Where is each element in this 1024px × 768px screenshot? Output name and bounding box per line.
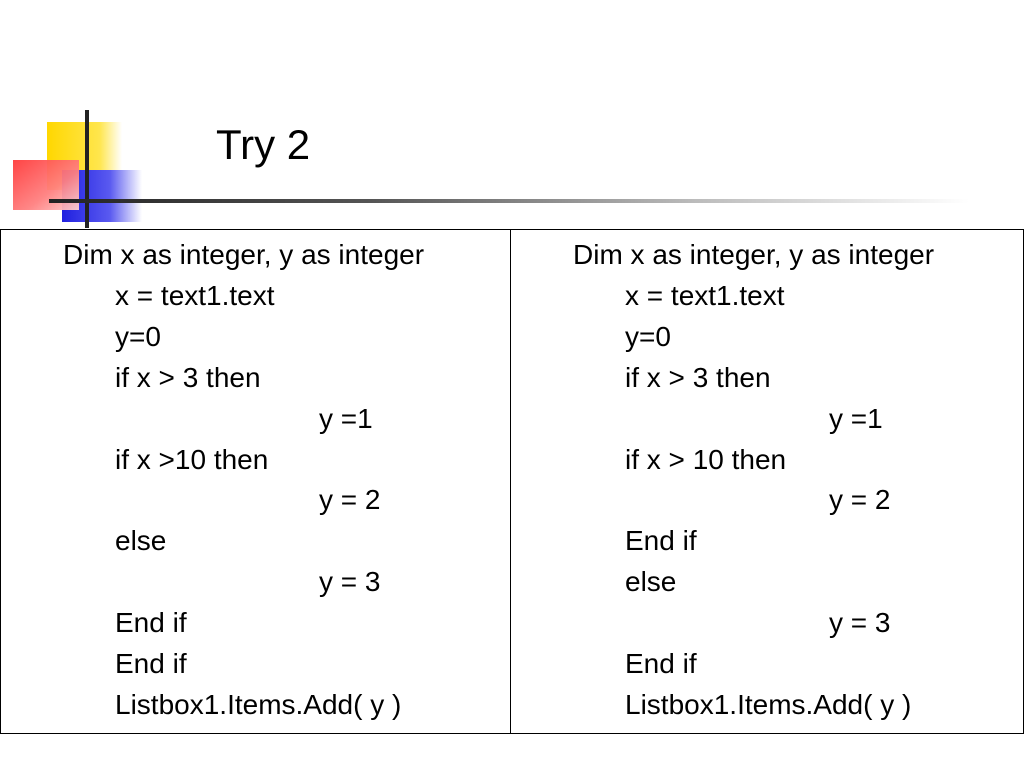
code-line: if x > 10 then — [625, 443, 787, 475]
code-line: x = text1.text — [625, 279, 785, 311]
code-line: y =1 — [829, 402, 883, 434]
code-line: Dim x as integer, y as integer — [63, 239, 425, 270]
code-line: Listbox1.Items.Add( y ) — [625, 688, 912, 720]
code-line: y = 2 — [319, 484, 381, 516]
code-line: End if — [115, 648, 187, 679]
code-line: y=0 — [625, 320, 671, 352]
vertical-rule — [85, 110, 89, 228]
code-line: y=0 — [115, 320, 161, 352]
code-comparison-table — [0, 229, 1024, 734]
left-code-cell — [1, 230, 511, 734]
slide-title: Try 2 — [216, 121, 311, 168]
right-code-block — [511, 230, 1023, 733]
code-line: Dim x as integer, y as integer — [573, 239, 935, 270]
slide-decoration-logo — [0, 0, 1024, 240]
code-line: y =1 — [319, 402, 373, 434]
code-line: End if — [625, 525, 697, 557]
code-line: y = 2 — [829, 484, 891, 516]
code-line: y = 3 — [829, 607, 891, 639]
horizontal-rule — [49, 199, 969, 203]
code-line: if x > 3 then — [625, 361, 771, 393]
code-line: End if — [115, 607, 187, 639]
left-code-block — [1, 230, 510, 733]
code-line: Listbox1.Items.Add( y ) — [115, 688, 402, 720]
code-line: if x >10 then — [115, 443, 269, 475]
code-line: if x > 3 then — [115, 361, 261, 393]
code-line: else — [625, 566, 677, 598]
code-line: End if — [625, 648, 697, 679]
code-line: else — [115, 525, 167, 557]
code-line: x = text1.text — [115, 279, 275, 311]
right-code-cell — [511, 230, 1024, 734]
code-line: y = 3 — [319, 566, 381, 598]
